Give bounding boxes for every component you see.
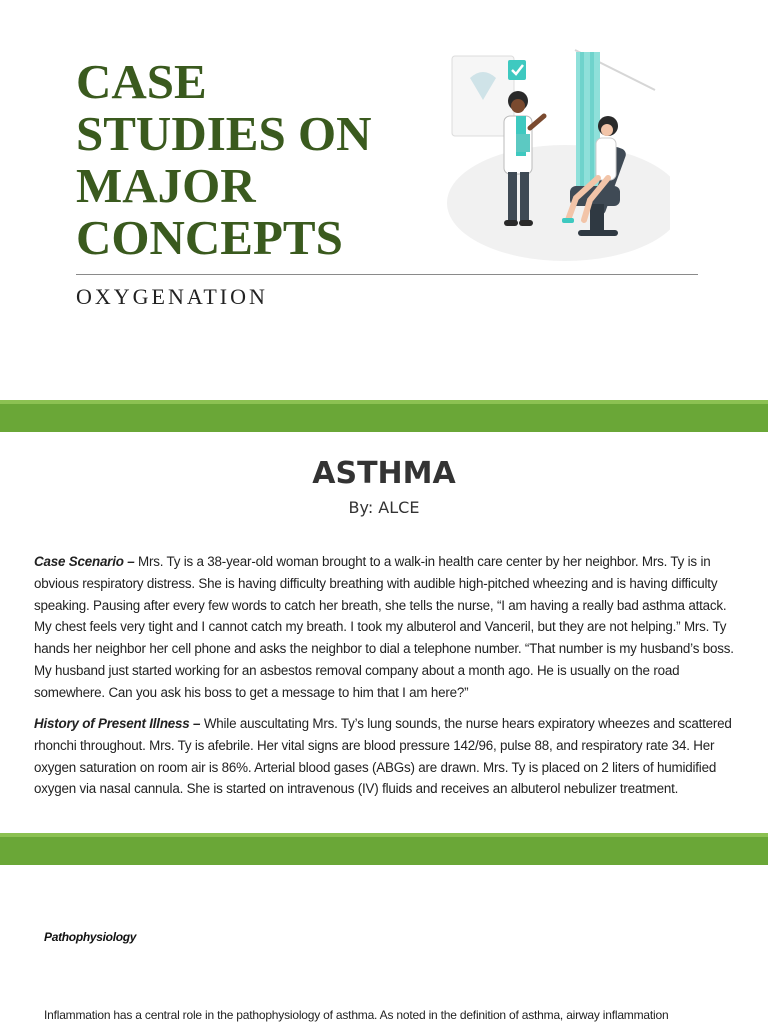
title-line: MAJOR <box>76 158 256 213</box>
case-scenario-label: Case Scenario – <box>34 554 135 569</box>
case-scenario-text: Mrs. Ty is a 38-year-old woman brought to a walk-in health care center by her neighbor. Mrs. Ty is in obvious respiratory distress. She is having difficulty breathing with audible high-pitched wheezing and is having difficulty speaking. Pausing after every few words to catch her breath, she tells the nurse, “I am having a really bad asthma attack. My chest feels very tight and I cannot catch my breath. I took my albuterol and Vanceril, but they are not helping.” Mrs. Ty hands her neighbor her cell phone and asks the neighbor to dial a telephone number. “That number is my husband’s boss. My husband just started working for an asbestos removal company about a month ago. He is usually on the road somewhere. Can you ask his boss to get a message to him that I am here?” <box>34 554 734 700</box>
title-line: STUDIES ON <box>76 106 372 161</box>
green-divider-band <box>0 833 768 865</box>
history-paragraph <box>34 713 740 800</box>
case-scenario-paragraph <box>34 551 740 704</box>
page-subtitle: OXYGENATION <box>76 284 268 309</box>
section-heading: ASTHMA <box>312 456 456 491</box>
checkmark-icon <box>508 60 526 80</box>
doctor-patient-illustration <box>430 38 670 268</box>
green-divider-band <box>0 400 768 432</box>
author-byline: By: ALCE <box>348 498 420 517</box>
title-divider <box>76 274 698 275</box>
history-text: While auscultating Mrs. Ty’s lung sounds, the nurse hears expiratory wheezes and scattered rhonchi throughout. Mrs. Ty is afebrile. Her vital signs are blood pressure 142/96, pulse 88, and respiratory rate 34. Her oxygen saturation on room air is 86%. Arterial blood gases (ABGs) are drawn. Mrs. Ty is placed on 2 liters of humidified oxygen via nasal cannula. She is started on intravenous (IV) fluids and receives an albuterol nebulizer treatment. <box>34 716 732 797</box>
page-title <box>76 56 436 264</box>
title-line: CONCEPTS <box>76 210 343 265</box>
pathophysiology-heading: Pathophysiology <box>44 930 137 944</box>
pathophysiology-text: Inflammation has a central role in the pathophysiology of asthma. As noted in the definition of asthma, airway inflammation <box>44 1008 669 1022</box>
title-line: CASE <box>76 54 207 109</box>
history-label: History of Present Illness – <box>34 716 201 731</box>
